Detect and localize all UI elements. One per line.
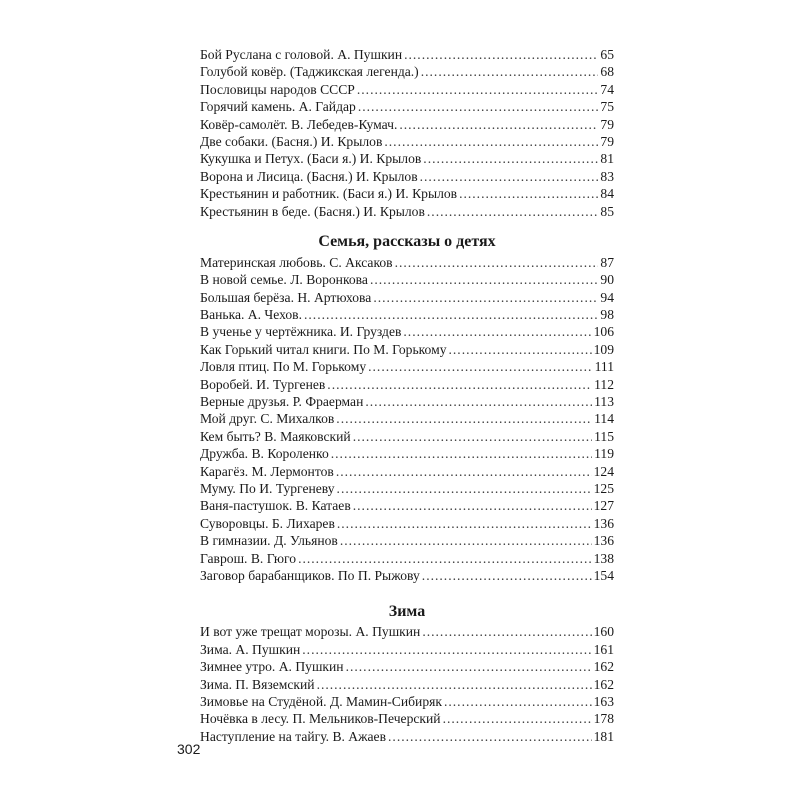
toc-entry-page: 68 [600,64,614,80]
toc-entries [200,46,614,220]
dot-leader [388,728,592,745]
toc-entry [200,410,614,427]
toc-entry-title: Муму. По И. Тургеневу [200,480,335,496]
toc-section [200,46,614,220]
dot-leader [353,428,592,445]
toc-entry [200,81,614,98]
toc-entry-page: 83 [600,168,614,184]
toc-entry-page: 94 [600,289,614,305]
toc-entry-page: 119 [594,446,614,462]
toc-entry-title: Голубой ковёр. (Таджикская легенда.) [200,64,419,80]
dot-leader [365,393,592,410]
toc-entry [200,641,614,658]
page-number: 302 [177,741,201,757]
dot-leader [331,445,592,462]
section-heading: Зима [388,603,426,621]
toc-entry-page: 98 [600,307,614,323]
toc-entry [200,271,614,288]
dot-leader [340,532,592,549]
dot-leader [317,676,592,693]
toc-entry [200,623,614,640]
toc-entry-title: Воробей. И. Тургенев [200,376,326,392]
dot-leader [368,358,592,375]
dot-leader [336,463,592,480]
toc-entry [200,376,614,393]
toc-section [200,602,614,745]
toc-entry [200,168,614,185]
toc-entry-title: Материнская любовь. С. Аксаков [200,254,393,270]
toc-entry [200,306,614,323]
dot-leader [420,168,599,185]
toc-entry [200,728,614,745]
toc-entry-page: 127 [593,498,614,514]
dot-leader [370,271,598,288]
toc-entry-title: Крестьянин и работник. (Баси я.) И. Крылов [200,186,458,202]
toc-entry-title: Большая берёза. Н. Артюхова [200,289,372,305]
toc-entry [200,515,614,532]
dot-leader [358,98,599,115]
toc-entry [200,480,614,497]
toc-entry-title: Ванька. А. Чехов. [200,307,302,323]
toc-entry-title: Ночёвка в лесу. П. Мельников-Печерский [200,711,441,727]
toc-entry [200,254,614,271]
toc-entry [200,203,614,220]
toc-entry-page: 113 [594,394,614,410]
toc-entry [200,445,614,462]
toc-entry [200,150,614,167]
toc-entry-title: Зимовье на Студёной. Д. Мамин-Сибиряк [200,693,442,709]
toc-entry-page: 160 [593,624,614,640]
toc-entry-page: 114 [594,411,614,427]
toc-entry-page: 112 [594,376,614,392]
toc-entry-page: 81 [600,151,614,167]
dot-leader [337,480,592,497]
dot-leader [327,376,592,393]
toc-entry [200,710,614,727]
toc-entry [200,497,614,514]
toc-entry [200,393,614,410]
toc-entry [200,567,614,584]
dot-leader [384,133,598,150]
toc-entry-page: 90 [600,272,614,288]
toc-entry-title: Зима. А. Пушкин [200,641,301,657]
dot-leader [444,693,592,710]
dot-leader [449,341,592,358]
toc-entry-title: Ковёр-самолёт. В. Лебедев-Кумач. [200,116,398,132]
dot-leader [422,623,591,640]
dot-leader [353,497,592,514]
toc-entry-page: 161 [593,641,614,657]
toc-entry [200,428,614,445]
toc-entries [200,623,614,745]
dot-leader [427,203,599,220]
toc-entry [200,98,614,115]
dot-leader [423,150,598,167]
toc-entry-title: Горячий камень. А. Гайдар [200,99,356,115]
toc-entry [200,693,614,710]
dot-leader [403,323,591,340]
dot-leader [357,81,599,98]
toc-entry-title: Крестьянин в беде. (Басня.) И. Крылов [200,203,425,219]
toc-entry-title: Гаврош. В. Гюго [200,550,297,566]
toc-entry-page: 136 [593,533,614,549]
toc-entry-page: 74 [600,81,614,97]
toc-entry [200,46,614,63]
toc-entry-page: 162 [593,659,614,675]
dot-leader [395,254,599,271]
toc-entry-page: 162 [593,676,614,692]
toc-entry-title: Пословицы народов СССР [200,81,355,97]
toc-entry [200,463,614,480]
toc-entry [200,532,614,549]
toc-entry-title: И вот уже трещат морозы. А. Пушкин [200,624,421,640]
section-heading: Семья, рассказы о детях [318,232,496,250]
dot-leader [336,410,592,427]
toc-entry-title: Наступление на тайгу. В. Ажаев [200,728,387,744]
toc-entry-page: 125 [593,480,614,496]
toc-entry-page: 87 [600,254,614,270]
toc-entry-title: Ловля птиц. По М. Горькому [200,359,367,375]
toc-entry [200,676,614,693]
dot-leader [346,658,592,675]
toc-entry-page: 65 [600,47,614,62]
dot-leader [422,567,592,584]
toc-entry-title: Ворона и Лисица. (Басня.) И. Крылов [200,168,418,184]
toc-entry [200,341,614,358]
table-of-contents [200,46,614,745]
toc-entry-page: 154 [593,567,614,583]
toc-entry-title: Две собаки. (Басня.) И. Крылов [200,133,383,149]
toc-entry [200,358,614,375]
toc-entry-title: В ученье у чертёжника. И. Груздев [200,324,402,340]
toc-entry-title: Как Горький читал книги. По М. Горькому [200,341,447,357]
toc-entry [200,289,614,306]
toc-entry-page: 136 [593,515,614,531]
toc-entry [200,133,614,150]
toc-entry [200,323,614,340]
toc-entry-title: Бой Руслана с головой. А. Пушкин [200,47,403,62]
dot-leader [373,289,598,306]
toc-entry-title: Мой друг. С. Михалков [200,411,335,427]
toc-entry-page: 106 [593,324,614,340]
toc-entry-title: Дружба. В. Короленко [200,446,329,462]
toc-entry-page: 163 [593,693,614,709]
toc-section [200,232,614,584]
toc-entry-page: 178 [593,711,614,727]
dot-leader [298,550,592,567]
toc-entry-page: 79 [600,116,614,132]
toc-entry-title: Карагёз. М. Лермонтов [200,463,334,479]
toc-entry-page: 124 [593,463,614,479]
toc-entry-page: 75 [600,99,614,115]
toc-entry-title: Суворовцы. Б. Лихарев [200,515,335,531]
toc-entry-title: В гимназии. Д. Ульянов [200,533,338,549]
toc-entry [200,658,614,675]
toc-entry [200,63,614,80]
dot-leader [443,710,592,727]
toc-entry-title: В новой семье. Л. Воронкова [200,272,368,288]
toc-entries [200,254,614,584]
toc-entry-page: 111 [594,359,614,375]
toc-entry-page: 115 [594,428,614,444]
toc-entry [200,116,614,133]
dot-leader [304,306,598,323]
toc-entry-title: Ваня-пастушок. В. Катаев [200,498,351,514]
dot-leader [404,46,598,63]
toc-entry-page: 138 [593,550,614,566]
dot-leader [337,515,592,532]
toc-entry-page: 109 [593,341,614,357]
toc-entry-title: Зимнее утро. А. Пушкин [200,659,344,675]
toc-entry-page: 79 [600,133,614,149]
dot-leader [399,116,598,133]
dot-leader [302,641,591,658]
dot-leader [421,63,599,80]
toc-entry-title: Верные друзья. Р. Фраерман [200,394,364,410]
toc-entry-title: Зима. П. Вяземский [200,676,315,692]
dot-leader [459,185,598,202]
toc-entry-title: Кукушка и Петух. (Баси я.) И. Крылов [200,151,422,167]
toc-entry-title: Заговор барабанщиков. По П. Рыжову [200,567,420,583]
toc-entry-page: 181 [593,728,614,744]
toc-entry [200,185,614,202]
toc-entry-title: Кем быть? В. Маяковский [200,428,351,444]
toc-entry [200,550,614,567]
toc-entry-page: 85 [600,203,614,219]
toc-entry-page: 84 [600,186,614,202]
